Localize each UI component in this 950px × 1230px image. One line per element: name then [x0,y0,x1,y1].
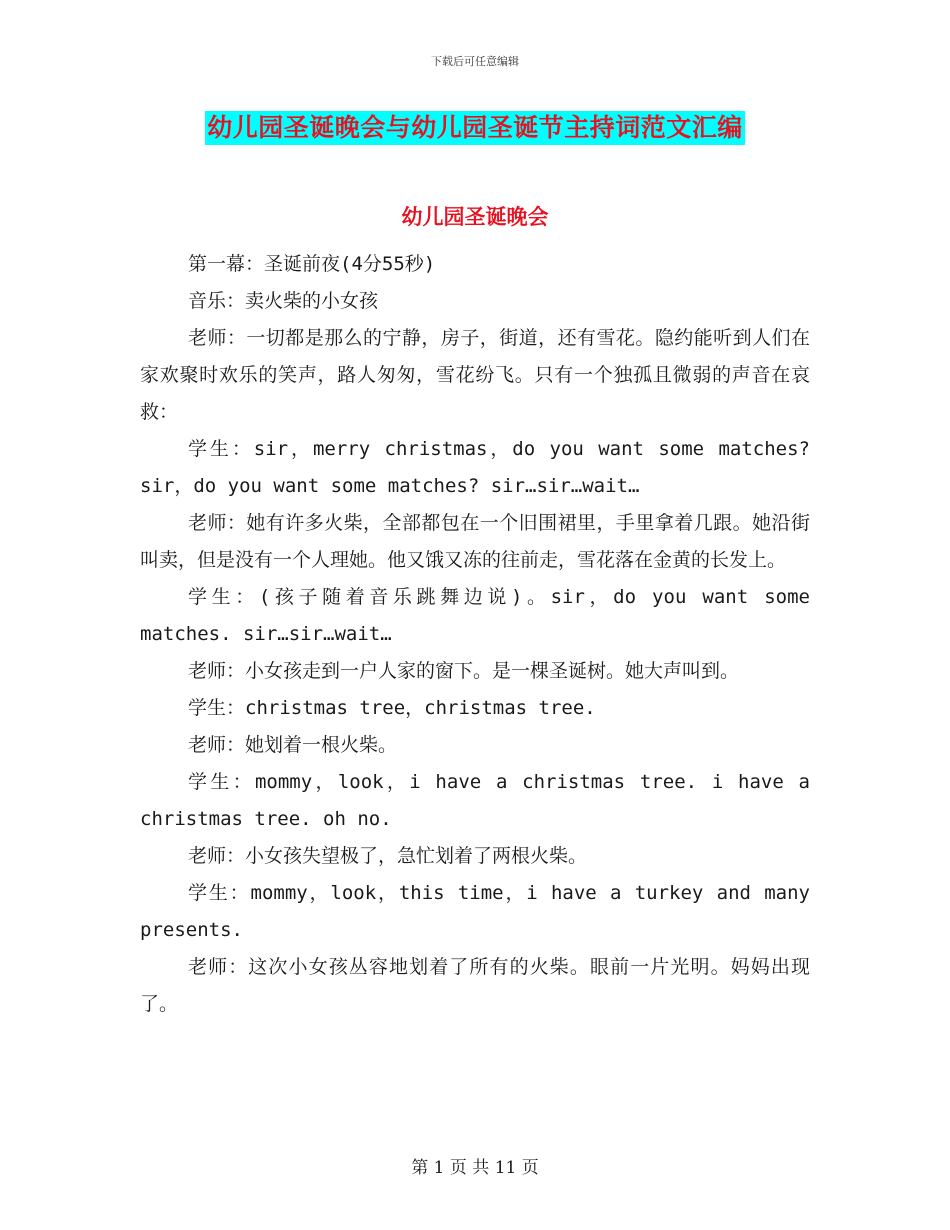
paragraph: 学生：sir，merry christmas，do you want some matches? sir，do you want some matches? sir…sir…wait… [140,438,810,497]
paragraph: 老师：这次小女孩丛容地划着了所有的火柴。眼前一片光明。妈妈出现了。 [140,956,810,1015]
paragraph: 第一幕：圣诞前夜(4分55秒) [188,253,436,275]
header-note: 下载后可任意编辑 [431,55,519,68]
document-title-container [0,111,950,145]
document-title: 幼儿园圣诞晚会与幼儿园圣诞节主持词范文汇编 [205,111,745,145]
page-number-footer: 第 1 页 共 11 页 [411,1158,539,1178]
paragraph: 学生：mommy，look，i have a christmas tree. i have a christmas tree. oh no. [140,771,810,830]
paragraph: 学生：christmas tree，christmas tree. [188,697,596,719]
document-body [140,246,810,1023]
paragraph: 老师：她有许多火柴，全部都包在一个旧围裙里，手里拿着几跟。她沿街叫卖，但是没有一个人理她。他又饿又冻的往前走，雪花落在金黄的长发上。 [140,512,810,571]
section-title: 幼儿园圣诞晚会 [401,204,549,229]
paragraph: 音乐：卖火柴的小女孩 [188,290,379,312]
paragraph: 老师：她划着一根火柴。 [188,734,398,756]
paragraph: 学生：mommy，look，this time，i have a turkey and many presents. [140,882,810,941]
paragraph: 老师：一切都是那么的宁静，房子，街道，还有雪花。隐约能听到人们在家欢聚时欢乐的笑声，路人匆匆，雪花纷飞。只有一个独孤且微弱的声音在哀救： [140,327,810,423]
paragraph: 老师：小女孩走到一户人家的窗下。是一棵圣诞树。她大声叫到。 [188,660,740,682]
paragraph: 老师：小女孩失望极了，急忙划着了两根火柴。 [188,845,588,867]
paragraph: 学生：(孩子随着音乐跳舞边说)。sir，do you want some matches. sir…sir…wait… [140,586,810,645]
